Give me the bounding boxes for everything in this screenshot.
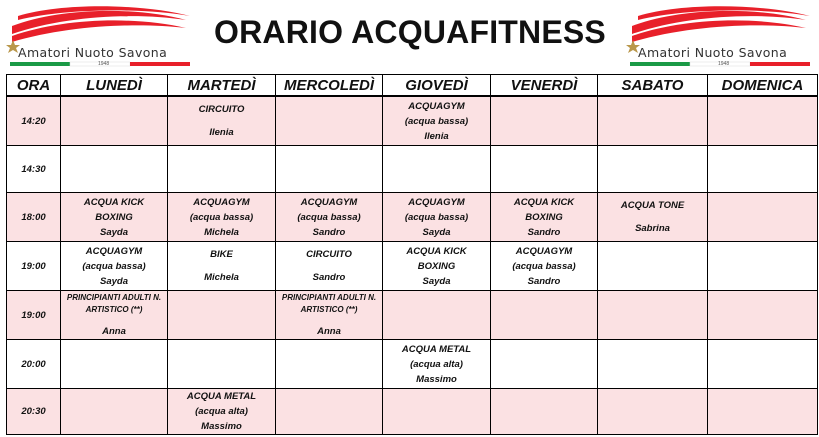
column-header-sabato: SABATO xyxy=(598,75,708,97)
table-row xyxy=(7,193,818,242)
schedule-cell xyxy=(61,193,168,242)
time-cell: 20:30 xyxy=(7,389,61,435)
logo-text: Amatori Nuoto Savona xyxy=(638,45,788,60)
schedule-cell xyxy=(598,96,708,146)
class-entry-line: Sandro xyxy=(527,275,561,287)
class-entry-line: PRINCIPIANTI ADULTI N. xyxy=(66,292,162,302)
class-entry xyxy=(383,342,490,387)
class-entry-line: Sandro xyxy=(527,226,561,238)
schedule-cell xyxy=(276,146,383,193)
schedule-cell xyxy=(491,291,598,340)
class-entry-line: Michela xyxy=(204,226,239,238)
class-entry-line: (acqua bassa) xyxy=(82,260,146,272)
class-entry-line: Massimo xyxy=(201,421,242,432)
class-entry-line: Sabrina xyxy=(635,223,670,234)
class-entry xyxy=(61,195,167,240)
schedule-cell xyxy=(491,146,598,193)
class-entry xyxy=(383,244,490,289)
schedule-cell xyxy=(708,340,818,389)
schedule-cell xyxy=(168,389,276,435)
class-entry xyxy=(168,195,275,240)
schedule-cell xyxy=(61,242,168,291)
schedule-cell xyxy=(61,146,168,193)
page-title: ORARIO ACQUAFITNESS xyxy=(214,14,606,50)
schedule-cell xyxy=(168,193,276,242)
class-entry xyxy=(491,195,597,240)
class-entry-line: ACQUAGYM xyxy=(300,196,358,208)
class-entry-line: ACQUA KICK xyxy=(83,196,145,208)
schedule-cell xyxy=(61,291,168,340)
class-entry-line: Massimo xyxy=(416,373,457,385)
schedule-cell xyxy=(168,291,276,340)
schedule-cell xyxy=(61,389,168,435)
class-entry-line: Ilenia xyxy=(424,130,449,142)
class-entry-line: BIKE xyxy=(210,249,233,260)
class-entry-line: Sayda xyxy=(422,226,451,238)
schedule-cell xyxy=(383,291,491,340)
schedule-cell xyxy=(61,340,168,389)
class-entry-line: ARTISTICO (**) xyxy=(300,304,358,314)
class-entry-line: ACQUAGYM xyxy=(515,245,573,257)
time-cell: 14:30 xyxy=(7,146,61,193)
time-cell: 19:00 xyxy=(7,242,61,291)
class-entry-line: Sayda xyxy=(100,226,128,238)
class-entry-line: Sandro xyxy=(312,226,346,238)
class-entry-line: ACQUAGYM xyxy=(85,245,143,257)
class-entry xyxy=(168,102,275,140)
schedule-cell xyxy=(276,96,383,146)
class-entry-line: ACQUAGYM xyxy=(408,100,465,112)
schedule-cell xyxy=(708,193,818,242)
schedule-body xyxy=(7,96,818,435)
class-entry-line: (acqua bassa) xyxy=(404,211,469,223)
class-entry-line: ACQUA METAL xyxy=(401,343,472,355)
class-entry-line: (acqua bassa) xyxy=(297,211,361,223)
class-entry-line: CIRCUITO xyxy=(198,104,245,115)
class-entry-line: ACQUA TONE xyxy=(620,200,685,211)
schedule-cell xyxy=(168,96,276,146)
time-cell: 18:00 xyxy=(7,193,61,242)
schedule-table xyxy=(6,74,818,435)
class-entry-line: (acqua alta) xyxy=(195,406,248,417)
class-entry-line: Michela xyxy=(204,272,239,283)
class-entry-line: ACQUAGYM xyxy=(408,196,465,208)
class-entry-line: ACQUA METAL xyxy=(186,391,257,402)
column-header-giovedi: GIOVEDÌ xyxy=(383,75,491,97)
schedule-cell xyxy=(276,242,383,291)
schedule-cell xyxy=(598,146,708,193)
class-entry-line: BOXING xyxy=(417,260,456,272)
class-entry-line: Anna xyxy=(317,325,341,337)
class-entry-line: (acqua alta) xyxy=(410,358,463,370)
class-entry-line: (acqua bassa) xyxy=(512,260,576,272)
column-header-lunedi: LUNEDÌ xyxy=(61,75,168,97)
class-entry xyxy=(276,292,382,339)
schedule-cell xyxy=(491,242,598,291)
class-entry xyxy=(276,247,382,285)
schedule-cell xyxy=(598,389,708,435)
class-entry-line: PRINCIPIANTI ADULTI N. xyxy=(281,292,377,302)
time-cell: 14:20 xyxy=(7,96,61,146)
schedule-cell xyxy=(598,242,708,291)
table-row xyxy=(7,242,818,291)
class-entry-line: Sayda xyxy=(100,275,128,287)
class-entry-line: Ilenia xyxy=(209,127,234,138)
class-entry-line: Sandro xyxy=(312,272,346,283)
column-header-venerdi: VENERDÌ xyxy=(491,75,598,97)
schedule-cell xyxy=(708,96,818,146)
class-entry-line: ACQUA KICK xyxy=(513,196,575,208)
schedule-cell xyxy=(61,96,168,146)
class-entry-line: BOXING xyxy=(525,211,563,223)
schedule-cell xyxy=(276,291,383,340)
class-entry-line: ACQUAGYM xyxy=(193,196,250,208)
logo-text: Amatori Nuoto Savona xyxy=(18,45,168,60)
class-entry-line: ARTISTICO (**) xyxy=(85,304,143,314)
schedule-cell xyxy=(598,291,708,340)
class-entry xyxy=(383,99,490,144)
column-header-martedi: MARTEDÌ xyxy=(168,75,276,97)
class-entry-line: Anna xyxy=(102,325,126,337)
time-cell: 19:00 xyxy=(7,291,61,340)
schedule-cell xyxy=(168,242,276,291)
schedule-cell xyxy=(598,340,708,389)
club-logo-left xyxy=(4,4,194,70)
club-logo-right xyxy=(624,4,814,70)
class-entry xyxy=(276,195,382,240)
table-row xyxy=(7,96,818,146)
schedule-cell xyxy=(383,96,491,146)
logo-year: 1948 xyxy=(718,61,730,67)
logo-year: 1948 xyxy=(98,61,110,67)
schedule-cell xyxy=(491,96,598,146)
class-entry xyxy=(168,247,275,285)
schedule-cell xyxy=(708,146,818,193)
class-entry xyxy=(383,195,490,240)
schedule-cell xyxy=(598,193,708,242)
column-header-domenica: DOMENICA xyxy=(708,75,818,97)
schedule-cell xyxy=(491,340,598,389)
class-entry-line: (acqua bassa) xyxy=(189,211,254,223)
class-entry-line: BOXING xyxy=(95,211,133,223)
class-entry-line: CIRCUITO xyxy=(306,249,352,260)
schedule-cell xyxy=(383,389,491,435)
table-row xyxy=(7,340,818,389)
schedule-cell xyxy=(168,146,276,193)
schedule-cell xyxy=(383,146,491,193)
table-row xyxy=(7,291,818,340)
schedule-cell xyxy=(276,193,383,242)
schedule-cell xyxy=(708,291,818,340)
class-entry-line: Sayda xyxy=(422,275,451,287)
column-header-mercoledi: MERCOLEDÌ xyxy=(276,75,383,97)
schedule-cell xyxy=(708,389,818,435)
class-entry-line: ACQUA KICK xyxy=(406,245,467,257)
header-row xyxy=(7,75,818,97)
schedule-cell xyxy=(276,340,383,389)
class-entry xyxy=(598,198,707,236)
table-row xyxy=(7,146,818,193)
class-entry-line: (acqua bassa) xyxy=(404,115,469,127)
schedule-cell xyxy=(383,242,491,291)
time-cell: 20:00 xyxy=(7,340,61,389)
class-entry xyxy=(61,244,167,289)
schedule-cell xyxy=(708,242,818,291)
column-header-ora: ORA xyxy=(7,75,61,97)
class-entry xyxy=(61,292,167,339)
schedule-cell xyxy=(491,193,598,242)
schedule-cell xyxy=(168,340,276,389)
class-entry xyxy=(168,389,275,434)
schedule-cell xyxy=(383,340,491,389)
schedule-cell xyxy=(383,193,491,242)
header xyxy=(0,0,819,75)
schedule-cell xyxy=(491,389,598,435)
table-row xyxy=(7,389,818,435)
schedule-cell xyxy=(276,389,383,435)
class-entry xyxy=(491,244,597,289)
